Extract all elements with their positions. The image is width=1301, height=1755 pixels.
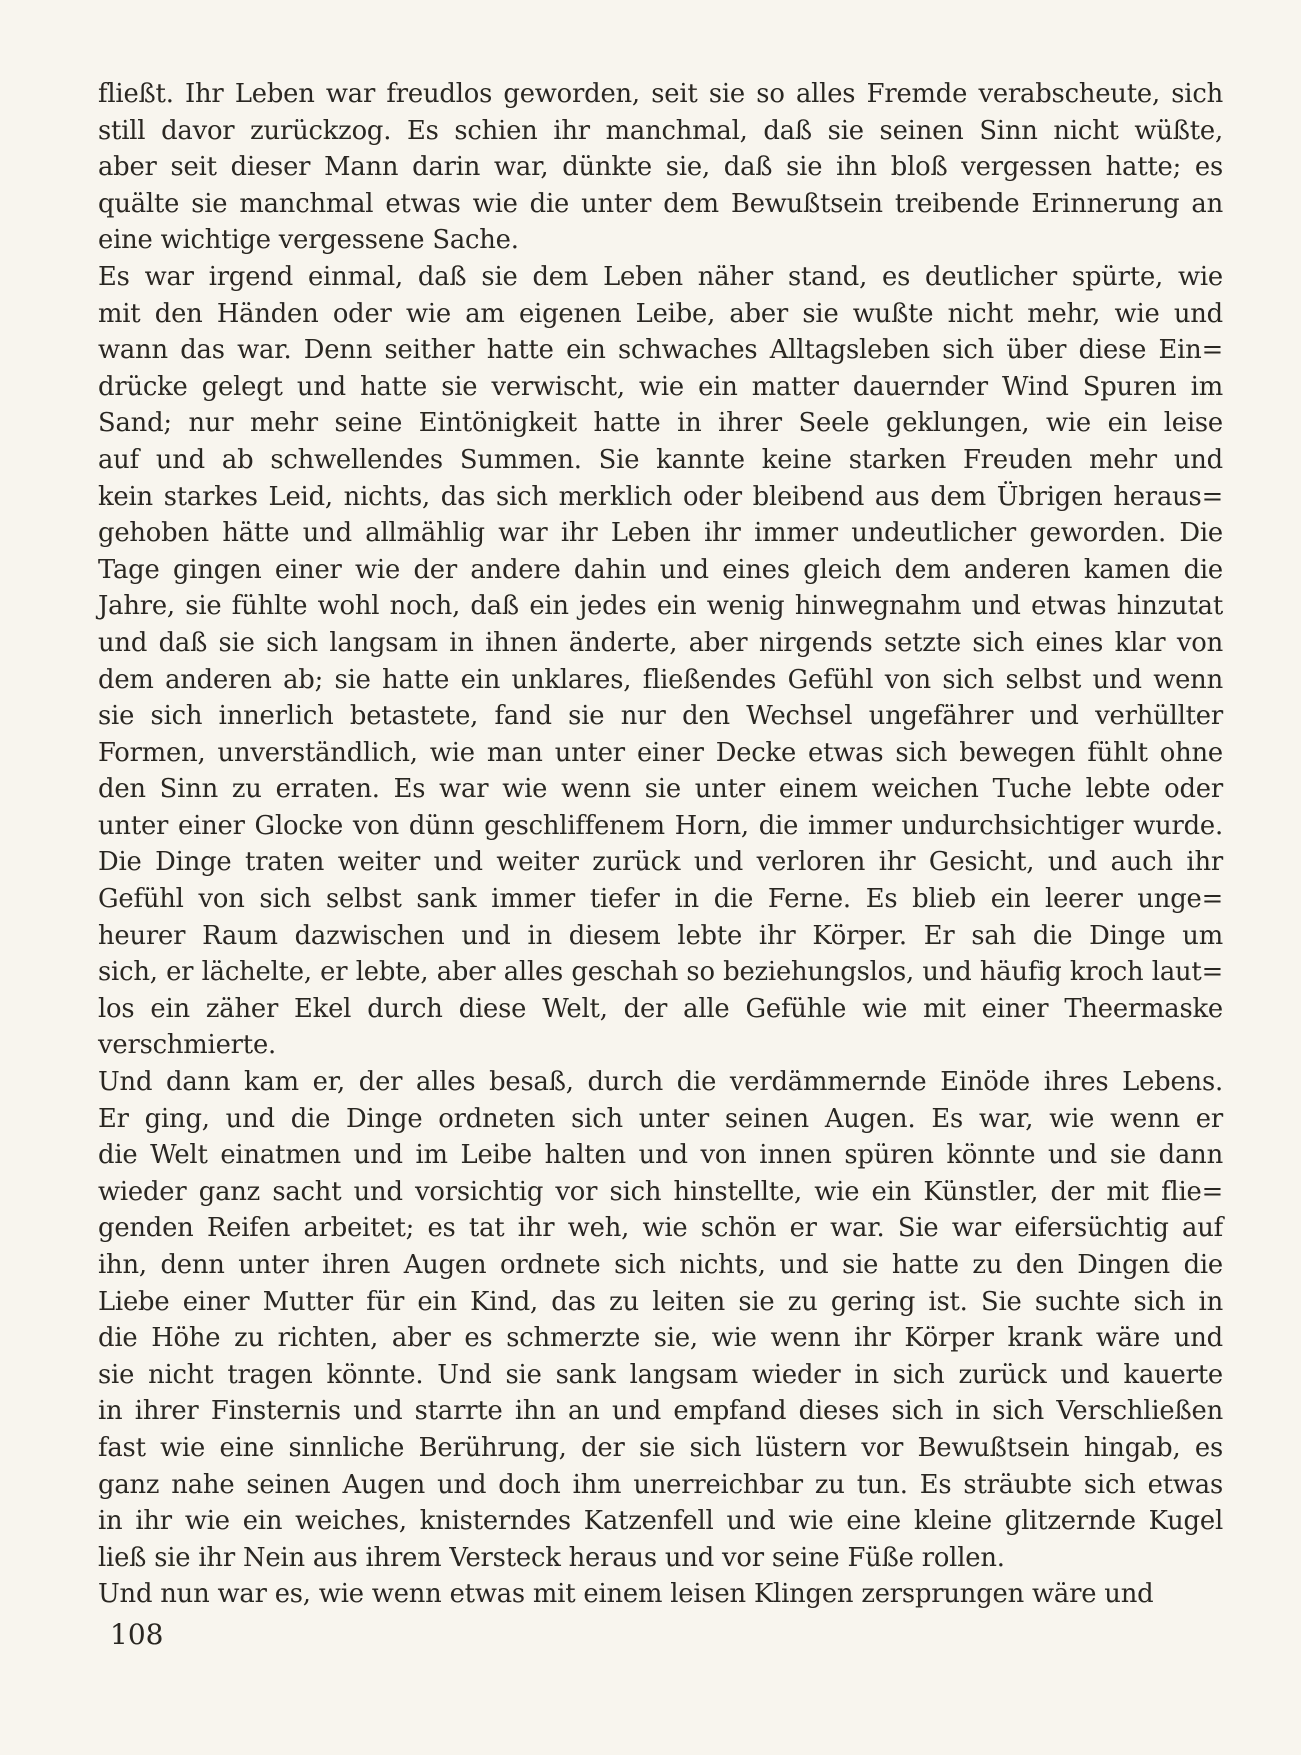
text-line: heurer Raum dazwischen und in diesem lebte ihr Körper. Er sah die Dinge um (98, 920, 1223, 951)
text-line: aber seit dieser Mann darin war, dünkte sie, daß sie ihn bloß vergessen hatte; es (98, 152, 1223, 183)
text-line: Formen, unverständlich, wie man unter einer Decke etwas sich bewegen fühlt ohne (98, 737, 1223, 768)
text-line: fast wie eine sinnliche Berührung, der sie sich lüstern vor Bewußtsein hingab, es (98, 1432, 1223, 1463)
text-line: ließ sie ihr Nein aus ihrem Versteck heraus und vor seine Füße rollen. (98, 1542, 1005, 1573)
text-line: Jahre, sie fühlte wohl noch, daß ein jedes ein wenig hinwegnahm und etwas hinzutat (98, 591, 1223, 622)
paragraph (98, 1576, 1223, 1613)
text-line: Und dann kam er, der alles besaß, durch die verdämmernde Einöde ihres Lebens. (98, 1067, 1223, 1098)
page-number: 108 (110, 1618, 164, 1651)
text-line: Es war irgend einmal, daß sie dem Leben näher stand, es deutlicher spürte, wie (98, 261, 1223, 292)
text-line: den Sinn zu erraten. Es war wie wenn sie unter einem weichen Tuche lebte oder (98, 774, 1223, 805)
text-line: unter einer Glocke von dünn geschliffenem Horn, die immer undurchsichtiger wurde. (98, 810, 1223, 841)
text-line: Sand; nur mehr seine Eintönigkeit hatte in ihrer Seele geklungen, wie ein leise (98, 408, 1223, 439)
paragraph (98, 76, 1223, 259)
text-line: die Höhe zu richten, aber es schmerzte sie, wie wenn ihr Körper krank wäre und (98, 1323, 1223, 1354)
text-line: wieder ganz sacht und vorsichtig vor sich hinstellte, wie ein Künstler, der mit flie= (98, 1176, 1223, 1207)
text-line: sich, er lächelte, er lebte, aber alles geschah so beziehungslos, und häufig kroch laut= (98, 957, 1223, 988)
text-line: in ihr wie ein weiches, knisterndes Katzenfell und wie eine kleine glitzernde Kugel (98, 1506, 1223, 1537)
text-line: ganz nahe seinen Augen und doch ihm unerreichbar zu tun. Es sträubte sich etwas (98, 1469, 1223, 1500)
text-line: fließt. Ihr Leben war freudlos geworden, seit sie so alles Fremde verabscheute, sich (98, 79, 1223, 109)
text-line: genden Reifen arbeitet; es tat ihr weh, wie schön er war. Sie war eifersüchtig auf (98, 1213, 1223, 1244)
text-line: ihn, denn unter ihren Augen ordnete sich nichts, und sie hatte zu den Dingen die (98, 1250, 1223, 1280)
text-line: Die Dinge traten weiter und weiter zurück und verloren ihr Gesicht, und auch ihr (98, 847, 1223, 878)
text-line: eine wichtige vergessene Sache. (98, 225, 519, 256)
text-line: verschmierte. (98, 1030, 277, 1061)
text-line: die Welt einatmen und im Leibe halten und von innen spüren könnte und sie dann (98, 1140, 1223, 1171)
text-line: Gefühl von sich selbst sank immer tiefer in die Ferne. Es blieb ein leerer unge= (98, 884, 1223, 915)
text-line: still davor zurückzog. Es schien ihr manchmal, daß sie seinen Sinn nicht wüßte, (98, 115, 1223, 146)
text-line: sie sich innerlich betastete, fand sie nur den Wechsel ungefährer und verhüllter (98, 701, 1223, 732)
text-line: dem anderen ab; sie hatte ein unklares, fließendes Gefühl von sich selbst und wenn (98, 664, 1223, 695)
text-line: Und nun war es, wie wenn etwas mit einem leisen Klingen zersprungen wäre und (98, 1579, 1154, 1610)
paragraph (98, 1064, 1223, 1576)
text-line: auf und ab schwellendes Summen. Sie kannte keine starken Freuden mehr und (98, 444, 1223, 475)
text-line: Tage gingen einer wie der andere dahin und eines gleich dem anderen kamen die (98, 554, 1223, 585)
text-line: sie nicht tragen könnte. Und sie sank langsam wieder in sich zurück und kauerte (98, 1359, 1223, 1390)
body-text (98, 76, 1223, 1613)
text-line: quälte sie manchmal etwas wie die unter dem Bewußtsein treibende Erinnerung an (98, 188, 1223, 219)
text-line: Er ging, und die Dinge ordneten sich unter seinen Augen. Es war, wie wenn er (98, 1103, 1223, 1134)
text-line: mit den Händen oder wie am eigenen Leibe, aber sie wußte nicht mehr, wie und (98, 298, 1223, 329)
paragraph (98, 259, 1223, 1064)
text-line: gehoben hätte und allmählig war ihr Leben ihr immer undeutlicher geworden. Die (98, 518, 1223, 549)
text-line: kein starkes Leid, nichts, das sich merklich oder bleibend aus dem Übrigen heraus= (98, 481, 1223, 512)
text-line: und daß sie sich langsam in ihnen änderte, aber nirgends setzte sich eines klar von (98, 627, 1223, 658)
text-line: in ihrer Finsternis und starrte ihn an und empfand dieses sich in sich Verschließen (98, 1396, 1223, 1427)
text-line: wann das war. Denn seither hatte ein schwaches Alltagsleben sich über diese Ein= (98, 335, 1223, 366)
text-line: drücke gelegt und hatte sie verwischt, wie ein matter dauernder Wind Spuren im (98, 371, 1223, 402)
text-line: los ein zäher Ekel durch diese Welt, der alle Gefühle wie mit einer Theermaske (98, 993, 1223, 1024)
text-line: Liebe einer Mutter für ein Kind, das zu leiten sie zu gering ist. Sie suchte sich in (98, 1286, 1223, 1317)
